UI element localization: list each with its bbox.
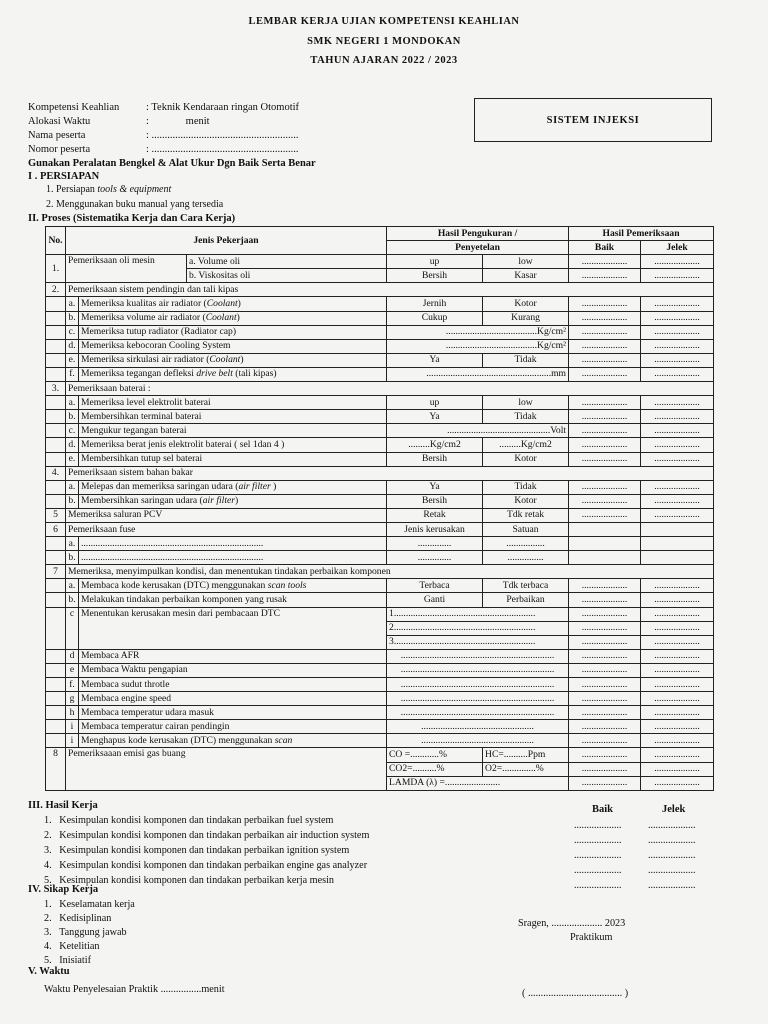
info-value-alokasi: : menit — [146, 116, 210, 127]
baik-field[interactable]: ................... — [569, 396, 641, 410]
row-letter: h — [66, 706, 79, 720]
hasil-item-4: 4. Kesimpulan kondisi komponen dan tindakan perbaikan engine gas analyzer — [44, 860, 368, 871]
baik-field[interactable]: ................... — [569, 353, 641, 367]
measurement-field[interactable]: .........Kg/cm2 — [483, 438, 569, 452]
section-persiapan-title: I . PERSIAPAN — [28, 171, 100, 182]
row-letter: c. — [66, 325, 79, 339]
hasil-jelek-field[interactable]: ................... — [648, 850, 696, 861]
sikap-item-3: 3. Tanggung jawab — [44, 927, 127, 938]
jelek-field[interactable]: ................... — [641, 579, 714, 593]
measurement-field[interactable]: ......................................Kg/cm² — [387, 339, 569, 353]
hasil-baik-field[interactable]: ................... — [574, 820, 622, 831]
sikap-item-2: 2. Kedisiplinan — [44, 913, 112, 924]
row-job: Memeriksa volume air radiator (Coolant) — [79, 311, 387, 325]
sikap-item-5: 5. Inisiatif — [44, 955, 91, 966]
reading-field[interactable]: ................................................................ — [387, 692, 569, 706]
jelek-field[interactable]: ................... — [641, 325, 714, 339]
option-cell: Jernih — [387, 297, 483, 311]
option-cell: Kurang — [483, 311, 569, 325]
jelek-field[interactable]: ................... — [641, 424, 714, 438]
row-job: Membersihkan tutup sel baterai — [79, 452, 387, 466]
option-cell: Tidak — [483, 410, 569, 424]
jelek-field[interactable]: ................... — [641, 508, 714, 522]
option-cell: Tidak — [483, 353, 569, 367]
row-letter: c — [66, 607, 79, 649]
hasil-baik-field[interactable]: ................... — [574, 865, 622, 876]
row-letter: e — [66, 663, 79, 677]
row-job: Pemeriksaaan emisi gas buang — [66, 748, 387, 790]
row-job: Menentukan kerusakan mesin dari pembacaan DTC — [79, 607, 387, 649]
jelek-field[interactable]: ................... — [641, 635, 714, 649]
baik-field[interactable]: ................... — [569, 325, 641, 339]
baik-field[interactable]: ................... — [569, 579, 641, 593]
baik-field[interactable]: ................... — [569, 776, 641, 790]
row-letter: d. — [66, 339, 79, 353]
row-job: Memeriksa tegangan defleksi drive belt (tali kipas) — [79, 367, 387, 381]
row-job: Memeriksa level elektrolit baterai — [79, 396, 387, 410]
option-cell: Bersih — [387, 269, 483, 283]
baik-field[interactable]: ................... — [569, 649, 641, 663]
jelek-field[interactable]: ................... — [641, 353, 714, 367]
option-cell: Tdk retak — [483, 508, 569, 522]
reading-field[interactable]: ................................................................ — [387, 663, 569, 677]
baik-field[interactable]: ................... — [569, 720, 641, 734]
baik-field[interactable]: ................... — [569, 255, 641, 269]
jelek-field[interactable]: ................... — [641, 410, 714, 424]
fuse-jenis-field[interactable]: .............. — [387, 537, 483, 551]
baik-field[interactable]: ................... — [569, 692, 641, 706]
jelek-field[interactable]: ................... — [641, 269, 714, 283]
fuse-field[interactable]: ............................................................................ — [79, 537, 387, 551]
option-cell: Cukup — [387, 311, 483, 325]
row-sub: b. Viskositas oli — [187, 269, 387, 283]
dtc-field-2[interactable]: 2........................................................... — [387, 621, 569, 635]
header-baik: Baik — [569, 241, 641, 255]
info-label-nomor: Nomor peserta — [28, 144, 91, 155]
emisi-co-field[interactable]: CO =............% — [387, 748, 483, 762]
jelek-field[interactable]: ................... — [641, 720, 714, 734]
sikap-item-1: 1. Keselamatan kerja — [44, 899, 135, 910]
row-job: Memeriksa tutup radiator (Radiator cap) — [79, 325, 387, 339]
row-letter: a. — [66, 297, 79, 311]
hasil-baik-field[interactable]: ................... — [574, 850, 622, 861]
row-job: Melakukan tindakan perbaikan komponen yang rusak — [79, 593, 387, 607]
option-cell: Tidak — [483, 480, 569, 494]
dtc-field-3[interactable]: 3........................................................... — [387, 635, 569, 649]
jelek-field[interactable]: ................... — [641, 776, 714, 790]
signature-place-date: Sragen, .................... 2023 — [518, 918, 626, 929]
instruction: Gunakan Peralatan Bengkel & Alat Ukur Dgn Baik Serta Benar — [28, 158, 316, 169]
option-cell: Jenis kerusakan — [387, 522, 483, 536]
jelek-field[interactable]: ................... — [641, 649, 714, 663]
option-cell: low — [483, 255, 569, 269]
row-letter: i — [66, 720, 79, 734]
jelek-field[interactable]: ................... — [641, 297, 714, 311]
row-job: Membaca AFR — [79, 649, 387, 663]
row-job: Memeriksa saluran PCV — [66, 508, 387, 522]
row-job: Membersihkan terminal baterai — [79, 410, 387, 424]
hasil-item-2: 2. Kesimpulan kondisi komponen dan tindakan perbaikan air induction system — [44, 830, 370, 841]
section-sikap-kerja-title: IV. Sikap Kerja — [28, 884, 99, 895]
row-section-title: Memeriksa, menyimpulkan kondisi, dan menentukan tindakan perbaikan komponen — [66, 565, 714, 579]
row-letter: d — [66, 649, 79, 663]
option-cell: low — [483, 396, 569, 410]
jelek-field[interactable]: ................... — [641, 255, 714, 269]
row-letter: g — [66, 692, 79, 706]
baik-field[interactable]: ................... — [569, 508, 641, 522]
waktu-penyelesaian[interactable]: Waktu Penyelesaian Praktik ................menit — [44, 984, 225, 995]
row-letter: e. — [66, 452, 79, 466]
jelek-field[interactable]: ................... — [641, 762, 714, 776]
reading-field[interactable]: ............................................... — [387, 734, 569, 748]
option-cell: Tdk terbaca — [483, 579, 569, 593]
row-section-title: Pemeriksaan sistem bahan bakar — [66, 466, 714, 480]
row-no: 5 — [46, 508, 66, 522]
baik-field[interactable]: ................... — [569, 706, 641, 720]
row-job: Pemeriksaan oli mesin — [66, 255, 187, 283]
reading-field[interactable]: ................................................................ — [387, 678, 569, 692]
baik-field[interactable]: ................... — [569, 748, 641, 762]
info-value-nomor: : ........................................................ — [146, 144, 299, 155]
jelek-field[interactable]: ................... — [641, 734, 714, 748]
header-penyetelan: Penyetelan — [387, 241, 569, 255]
row-job: Melepas dan memeriksa saringan udara (air filter ) — [79, 480, 387, 494]
row-job: Pemeriksaan fuse — [66, 522, 387, 536]
option-cell: Kasar — [483, 269, 569, 283]
jelek-field[interactable]: ................... — [641, 438, 714, 452]
title-box: SISTEM INJEKSI — [474, 98, 712, 142]
option-cell: Bersih — [387, 494, 483, 508]
jelek-field[interactable]: ................... — [641, 607, 714, 621]
jelek-field[interactable]: ................... — [641, 480, 714, 494]
row-no: 6 — [46, 522, 66, 536]
jelek-field[interactable]: ................... — [641, 452, 714, 466]
row-no: 1. — [46, 255, 66, 283]
option-cell: up — [387, 396, 483, 410]
section-hasil-kerja-title: III. Hasil Kerja — [28, 800, 98, 811]
row-no: 4. — [46, 466, 66, 480]
header-jenis-pekerjaan: Jenis Pekerjaan — [66, 227, 387, 255]
row-no: 2. — [46, 283, 66, 297]
hasil-jelek-field[interactable]: ................... — [648, 865, 696, 876]
hasil-jelek-field[interactable]: ................... — [648, 820, 696, 831]
persiapan-item-2: 2. Menggunakan buku manual yang tersedia — [46, 199, 224, 210]
option-cell: Perbaikan — [483, 593, 569, 607]
row-letter: c. — [66, 424, 79, 438]
option-cell: Satuan — [483, 522, 569, 536]
row-letter: f. — [66, 678, 79, 692]
baik-field[interactable]: ................... — [569, 494, 641, 508]
option-cell: Ya — [387, 410, 483, 424]
hasil-baik-field[interactable]: ................... — [574, 880, 622, 891]
doc-title-school: SMK NEGERI 1 MONDOKAN — [307, 36, 461, 47]
row-letter: b. — [66, 551, 79, 565]
row-letter: a. — [66, 480, 79, 494]
reading-field[interactable]: ............................................... — [387, 720, 569, 734]
hasil-jelek-field[interactable]: ................... — [648, 835, 696, 846]
row-letter: e. — [66, 353, 79, 367]
row-job: Membaca sudut throtle — [79, 678, 387, 692]
baik-field[interactable]: ................... — [569, 297, 641, 311]
jelek-field[interactable]: ................... — [641, 593, 714, 607]
baik-field[interactable]: ................... — [569, 311, 641, 325]
jelek-field[interactable]: ................... — [641, 311, 714, 325]
hasil-item-5: 5. Kesimpulan kondisi komponen dan tindakan perbaikan kerja mesin — [44, 875, 334, 886]
fuse-jenis-field[interactable]: .............. — [387, 551, 483, 565]
row-no: 7 — [46, 565, 66, 579]
baik-field[interactable]: ................... — [569, 762, 641, 776]
baik-field[interactable]: ................... — [569, 607, 641, 621]
row-job: Memeriksa berat jenis elektrolit baterai ( sel 1dan 4 ) — [79, 438, 387, 452]
baik-field[interactable]: ................... — [569, 339, 641, 353]
row-letter: b. — [66, 593, 79, 607]
hasil-baik-field[interactable]: ................... — [574, 835, 622, 846]
row-job: Mengukur tegangan baterai — [79, 424, 387, 438]
option-cell: Bersih — [387, 452, 483, 466]
row-letter: d. — [66, 438, 79, 452]
row-job: Membaca temperatur cairan pendingin — [79, 720, 387, 734]
option-cell: Ganti — [387, 593, 483, 607]
doc-title-year: TAHUN AJARAN 2022 / 2023 — [310, 55, 458, 66]
fuse-satuan-field[interactable]: ................ — [483, 537, 569, 551]
signature-name-field[interactable]: ( ..................................... ) — [522, 988, 629, 999]
measurement-field[interactable]: ...........................................Volt — [387, 424, 569, 438]
baik-field[interactable]: ................... — [569, 367, 641, 381]
jelek-field[interactable]: ................... — [641, 692, 714, 706]
header-hasil-pengukuran: Hasil Pengukuran / — [387, 227, 569, 241]
info-value-nama: : ........................................................ — [146, 130, 299, 141]
row-job: Memeriksa kebocoran Cooling System — [79, 339, 387, 353]
jelek-field[interactable]: ................... — [641, 706, 714, 720]
header-hasil-pemeriksaan: Hasil Pemeriksaan — [569, 227, 714, 241]
hasil-item-3: 3. Kesimpulan kondisi komponen dan tindakan perbaikan ignition system — [44, 845, 350, 856]
baik-field[interactable]: ................... — [569, 410, 641, 424]
hasil-baik-header: Baik — [592, 804, 614, 815]
row-letter: b. — [66, 410, 79, 424]
signature-role: Praktikum — [570, 932, 613, 943]
info-label-alokasi: Alokasi Waktu — [28, 116, 91, 127]
jelek-field[interactable]: ................... — [641, 339, 714, 353]
row-no: 3. — [46, 382, 66, 396]
row-sub: a. Volume oli — [187, 255, 387, 269]
jelek-field[interactable]: ................... — [641, 494, 714, 508]
row-job: Membaca temperatur udara masuk — [79, 706, 387, 720]
baik-field[interactable]: ................... — [569, 593, 641, 607]
option-cell: Kotor — [483, 297, 569, 311]
baik-field[interactable]: ................... — [569, 621, 641, 635]
sikap-item-4: 4. Ketelitian — [44, 941, 100, 952]
info-label-kompetensi: Kompetensi Keahlian — [28, 102, 120, 113]
option-cell: Ya — [387, 480, 483, 494]
baik-field[interactable]: ................... — [569, 452, 641, 466]
row-section-title: Pemeriksaan sistem pendingin dan tali kipas — [66, 283, 714, 297]
hasil-jelek-field[interactable]: ................... — [648, 880, 696, 891]
jelek-field[interactable]: ................... — [641, 748, 714, 762]
emisi-o2-field[interactable]: O2=..............% — [483, 762, 569, 776]
option-cell: Terbaca — [387, 579, 483, 593]
row-letter: a. — [66, 396, 79, 410]
row-letter: b. — [66, 311, 79, 325]
fuse-field[interactable]: ............................................................................ — [79, 551, 387, 565]
baik-field[interactable]: ................... — [569, 424, 641, 438]
jelek-field[interactable]: ................... — [641, 663, 714, 677]
header-no: No. — [46, 227, 66, 255]
baik-field[interactable]: ................... — [569, 734, 641, 748]
row-job: Membaca engine speed — [79, 692, 387, 706]
row-job: Membaca Waktu pengapian — [79, 663, 387, 677]
row-job: Menghapus kode kerusakan (DTC) menggunakan scan — [79, 734, 387, 748]
section-proses-title: II. Proses (Sistematika Kerja dan Cara Kerja) — [28, 213, 236, 224]
dtc-field-1[interactable]: 1........................................................... — [387, 607, 569, 621]
option-cell: Kotor — [483, 494, 569, 508]
jelek-field[interactable]: ................... — [641, 621, 714, 635]
info-value-kompetensi: : Teknik Kendaraan ringan Otomotif — [146, 102, 300, 113]
row-no: 8 — [46, 748, 66, 790]
row-job: Memeriksa sirkulasi air radiator (Coolant) — [79, 353, 387, 367]
measurement-field[interactable]: ......................................Kg/cm² — [387, 325, 569, 339]
doc-title-line1: LEMBAR KERJA UJIAN KOMPETENSI KEAHLIAN — [248, 16, 520, 27]
measurement-field[interactable]: .........Kg/cm2 — [387, 438, 483, 452]
emisi-lamda-field[interactable]: LAMDA (λ) =....................... — [387, 776, 569, 790]
row-letter: f. — [66, 367, 79, 381]
jelek-field[interactable]: ................... — [641, 367, 714, 381]
hasil-jelek-header: Jelek — [662, 804, 686, 815]
row-job: Memeriksa kualitas air radiator (Coolant) — [79, 297, 387, 311]
fuse-satuan-field[interactable]: ............... — [483, 551, 569, 565]
proses-table — [45, 226, 714, 791]
jelek-field[interactable]: ................... — [641, 396, 714, 410]
row-job: Membersihkan saringan udara (air filter) — [79, 494, 387, 508]
persiapan-item-1: 1. Persiapan tools & equipment — [46, 184, 172, 195]
row-job: Membaca kode kerusakan (DTC) menggunakan scan tools — [79, 579, 387, 593]
baik-field[interactable]: ................... — [569, 635, 641, 649]
emisi-co2-field[interactable]: CO2=..........% — [387, 762, 483, 776]
option-cell: Ya — [387, 353, 483, 367]
option-cell: Kotor — [483, 452, 569, 466]
row-letter: a. — [66, 537, 79, 551]
row-letter: i — [66, 734, 79, 748]
baik-field[interactable]: ................... — [569, 438, 641, 452]
info-label-nama: Nama peserta — [28, 130, 86, 141]
baik-field[interactable]: ................... — [569, 480, 641, 494]
row-section-title: Pemeriksaan baterai : — [66, 382, 714, 396]
baik-field[interactable]: ................... — [569, 269, 641, 283]
option-cell: Retak — [387, 508, 483, 522]
hasil-item-1: 1. Kesimpulan kondisi komponen dan tindakan perbaikan fuel system — [44, 815, 334, 826]
option-cell: up — [387, 255, 483, 269]
baik-field[interactable]: ................... — [569, 678, 641, 692]
baik-field[interactable]: ................... — [569, 663, 641, 677]
reading-field[interactable]: ................................................................ — [387, 706, 569, 720]
row-letter: a. — [66, 579, 79, 593]
measurement-field[interactable]: ....................................................mm — [387, 367, 569, 381]
section-waktu-title: V. Waktu — [28, 966, 70, 977]
emisi-hc-field[interactable]: HC=..........Ppm — [483, 748, 569, 762]
row-letter: b. — [66, 494, 79, 508]
jelek-field[interactable]: ................... — [641, 678, 714, 692]
reading-field[interactable]: ................................................................ — [387, 649, 569, 663]
header-jelek: Jelek — [641, 241, 714, 255]
